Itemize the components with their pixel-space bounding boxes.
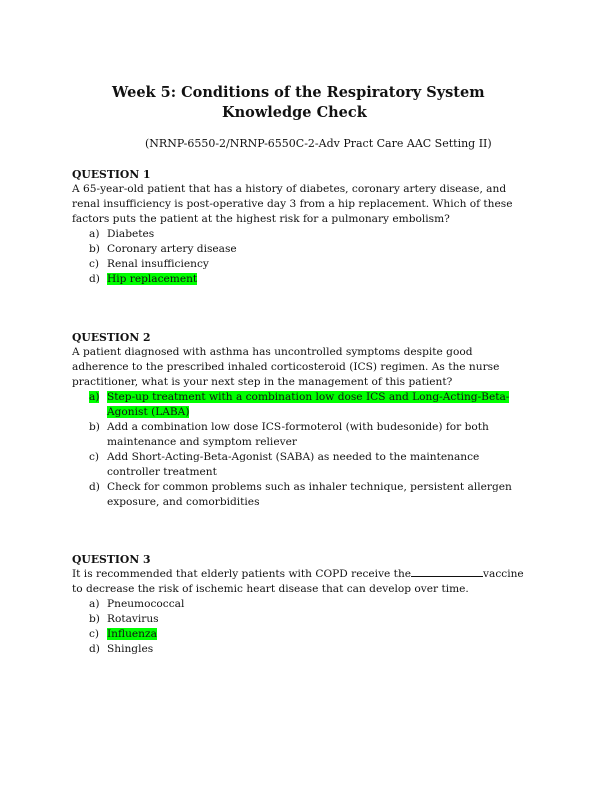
option-c-selected[interactable] bbox=[72, 627, 532, 642]
option-text: Coronary artery disease bbox=[107, 243, 237, 255]
option-letter: a) bbox=[89, 598, 100, 610]
options-list bbox=[72, 227, 532, 287]
option-letter: c) bbox=[89, 258, 100, 270]
answer-blank bbox=[411, 567, 483, 577]
option-text: Pneumococcal bbox=[107, 598, 185, 610]
option-c[interactable] bbox=[72, 257, 532, 272]
question-1 bbox=[72, 167, 532, 287]
option-letter: b) bbox=[89, 421, 100, 433]
question-stem: A patient diagnosed with asthma has uncontrolled symptoms despite good adherence to the prescribed inhaled corticosteroid (ICS) regimen. As the nurse practitioner, what is your next step in the management of this patient? bbox=[72, 346, 500, 388]
question-heading: QUESTION 1 bbox=[72, 168, 151, 181]
question-heading: QUESTION 3 bbox=[72, 553, 151, 566]
option-text: Rotavirus bbox=[107, 613, 159, 625]
option-letter: b) bbox=[89, 613, 100, 625]
option-a[interactable] bbox=[72, 227, 532, 242]
option-letter: c) bbox=[89, 628, 100, 640]
options-list bbox=[72, 597, 532, 657]
stem-after-blank: vaccine to decrease the risk of ischemic heart disease that can develop over time. bbox=[72, 568, 524, 595]
option-letter: a) bbox=[89, 391, 100, 403]
option-b[interactable] bbox=[72, 242, 532, 257]
title-line-2: Knowledge Check bbox=[222, 104, 367, 121]
stem-before-blank: It is recommended that elderly patients with COPD receive the bbox=[72, 568, 412, 580]
option-text: Add Short-Acting-Beta-Agonist (SABA) as needed to the maintenance controller treatment bbox=[107, 451, 480, 478]
option-text: Add a combination low dose ICS-formoterol (with budesonide) for both maintenance and symptom reliever bbox=[107, 421, 489, 448]
highlighted-answer: Hip replacement bbox=[107, 273, 198, 285]
question-heading: QUESTION 2 bbox=[72, 331, 151, 344]
option-letter: d) bbox=[89, 273, 100, 285]
option-c[interactable] bbox=[72, 450, 532, 480]
option-d[interactable] bbox=[72, 480, 532, 510]
highlighted-answer: Influenza bbox=[107, 628, 157, 640]
option-a-selected[interactable] bbox=[72, 390, 532, 420]
option-letter: a) bbox=[89, 228, 100, 240]
course-code: (NRNP-6550-2/NRNP-6550C-2-Adv Pract Care AAC Setting II) bbox=[145, 137, 492, 150]
option-letter: d) bbox=[89, 481, 100, 493]
title-line-1: Week 5: Conditions of the Respiratory System bbox=[112, 84, 485, 101]
option-d-selected[interactable] bbox=[72, 272, 532, 287]
option-text: Renal insufficiency bbox=[107, 258, 209, 270]
option-letter: b) bbox=[89, 243, 100, 255]
option-text: Shingles bbox=[107, 643, 154, 655]
option-text: Check for common problems such as inhaler technique, persistent allergen exposure, and comorbidities bbox=[107, 481, 512, 508]
question-stem: A 65-year-old patient that has a history of diabetes, coronary artery disease, and renal insufficiency is post-operative day 3 from a hip replacement. Which of these factors puts the patient at the highest risk for a pulmonary embolism? bbox=[72, 183, 513, 225]
option-letter: c) bbox=[89, 451, 100, 463]
option-letter: d) bbox=[89, 643, 100, 655]
question-stem bbox=[72, 567, 532, 597]
option-b[interactable] bbox=[72, 612, 532, 627]
option-text: Diabetes bbox=[107, 228, 155, 240]
option-b[interactable] bbox=[72, 420, 532, 450]
highlighted-answer: Step-up treatment with a combination low dose ICS and Long-Acting-Beta-Agonist (LABA) bbox=[107, 391, 510, 418]
options-list bbox=[72, 390, 532, 510]
question-3 bbox=[72, 552, 532, 657]
option-d[interactable] bbox=[72, 642, 532, 657]
option-a[interactable] bbox=[72, 597, 532, 612]
question-2 bbox=[72, 330, 532, 510]
